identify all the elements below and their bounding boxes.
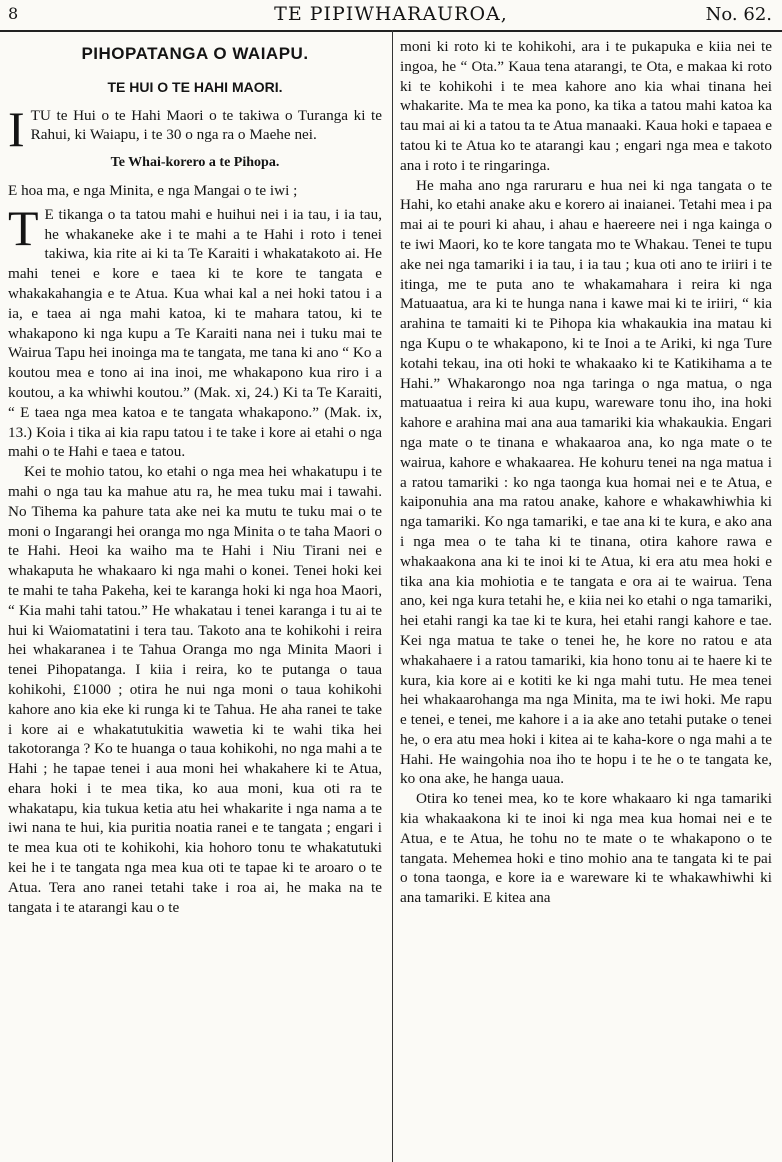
publication-title: TE PIPIWHARAUROA, (274, 3, 508, 25)
article-title: PIHOPATANGA O WAIAPU. (81, 44, 309, 63)
paragraph-1-text: E tikanga o ta tatou mahi e huihui nei i ia tau, i ia tau, he whakaneke ake i te mahi a te Hahi i roto i tenei takiwa, kia rite ai ki ta Te Karaiti i whakatakoto ai. He mahi tenei e kore e taea ki te kore te tangata e whakakahangia e te Atua. Kua whai kal a nei hoki tatou i a ia, e taea ai nga mahi katoa, ki te mahara tatou, ki te whakapono ki nga kupu a Te Karaiti nana nei i tuku mai te Wairua Tapu hei inoinga ma te tangata, me tana ki ano “ Ko a koutou mea e tono ai ina inoi, me whakapono kua riro i a koutou, a ka whiwhi koutou.” (Mak. xi, 24.) Ki ta Te Karaiti, “ E taea nga mea katoa e te tangata whakapono.” (Mak. ix, 13.) Koia i tika ai kia rapu tatou i te take i kore ai etahi o nga mahi o te Hahi e taea e tatou. (8, 205, 382, 461)
left-column (8, 34, 382, 1158)
paragraph-3: He maha ano nga raruraru e hua nei ki nga tangata o te Hahi, ko etahi anake aku e korero ai inaianei. Tetahi mea i pa mai ai te pouri ki ahau, i ahau e haereere nei i nga kainga o te iwi Maori, ko te kore tangata mo te Whakau. Tenei te tupu ake nei nga tamariki i ia tau, i ia tau ; kua oti ano te iriiri i te itinga, me te puta ano te whakamahara i reira ki nga Matuaatua, ara ki te hunga nana i kawe mai ki te iriiri, “ kia arahina te tamaiti ki te Pihopa kia whakaukia ina matau ki nga Kupu o te whakapono, ki te Inoi a te Ariki, ki nga Ture kotahi tekau, ina oti hoki te whakaako ki te Katikihama a te Hahi.” Whakarongo noa nga taringa o nga matua, o nga matuaatua i reira ki aua kupu, wareware tonu iho, ina hoki kahore e arahina mai ana aua tamariki kia whakaukia. Engari nga mate o te tinana e whakaaroa ana, ko nga mate o te wairua, kahore e whakaarea. He kohuru tenei na nga matua i a ratou tamariki : ko nga taonga kua homai nei e te Atua, e kaiponuhia ana ma ratou anake, kahore e whakawhiwhia ki nga tamariki. Ko nga tamariki, e tae ana ki te kura, e ako ana i nga mea o te taha ki te tinana, otira kahore rawa e whakaakona ana ki te inoi ki te Atua, ki era atu mea hoki e tika ana kia mohiotia e te tangata e ora ai te wairua. Tena ano, kei nga kura tetahi he, e kiia nei ko etahi o nga tamariki, hei etahi rangi ka tae ki te kura, hei etahi rangi kahore e tae. Kei nga matua te take o tenei he, he kore no ratou e ata whakahaere i a ratou tamariki, kia hono tonu ai te haere ki te kura, kia kore ai e kotiti ke ki nga mahi tutu. He mea tenei hei whakaarohanga ma nga Minita, ma te iwi hoki. Me rapu e tenei, e tenei, me kahore i a ia ake ano tetahi putake o tenei he, o era atu mea hoki i kitea ai te kaha-kore o nga mahi a te Hahi. He waingohia noa iho te hopu i te he o te tangata ke, ko ona ake, he hanga uaua. (400, 176, 772, 788)
paragraph-2: Kei te mohio tatou, ko etahi o nga mea hei whakatupu i te mahi o nga tau ka mahue atu ra, he mea tuku mai i tawahi. No Tihema ka pahure tata ake nei ka mutu te tuku mai o te moni o Ingarangi hei oranga mo nga Minita o te taha Maori o te Hahi. Heoi ka waiho ma te Hahi i Niu Tirani nei e whakaputa he whakaaro ki nga mahi o konei. Tenei hoki kei te mahi te taha Pakeha, kei te karanga hoki ki nga hoa Maori, “ Kia mahi tahi tatou.” He whakatau i tenei karanga i tu ai te hui ki Waiomatatini i tera tau. Takoto ana te kohikohi i reira hei whakaranea i te Tahua Oranga mo nga Minita Maori i tenei Pihopatanga. I kiia i reira, ko te putanga o taua kohikohi, £1000 ; otira he nui nga moni o taua kohikohi kahore ano kia eke ki runga ki te Tahua. He aha ranei te take i kore ai e whakatutukitia wawetia ki te wahi tika hei takotoranga ? Ko te huanga o taua kohikohi, no nga mahi a te Hahi ; he tapae tenei i aua moni hei whakahere ki te Atua, ehara hoki i te mea tika, ko aua moni, kua oti ra te whakatapu, kia tukua ketia atu hei whakarite i nga nama a te iwi nana te hui, kia puritia noatia ranei e te tangata ; engari i te mea kua oti te kohikohi, kia hohoro tonu te whakatutuki kei he i te tangata nga mea kua oti te tapae ki te aroaro o te Atua. Tera ano ranei tetahi take i roa ai, he maka na te tangata i te atarangi kau o te (8, 463, 382, 916)
paragraph-1-dropcap: T (8, 199, 39, 256)
issue-number: No. 62. (705, 4, 772, 25)
paragraph-1 (8, 199, 382, 462)
salutation: E hoa ma, e nga Minita, e nga Mangai o te iwi ; (8, 181, 298, 199)
intro-dropcap: I (8, 100, 25, 157)
article-subtitle: TE HUI O TE HAHI MAORI. (107, 78, 283, 95)
paragraph-continued: moni ki roto ki te kohikohi, ara i te pukapuka e kiia nei te ingoa, he “ Ota.” Kaua tena atarangi, te Ota, e makaa ki roto ki te kohikohi i te mea kahore ano kia whai tinana hei whakarite. Ma te mea ka pono, ka tika a tatou mahi katoa ka tau mai ai ki a tatou ta te Atua manaaki. Kaua hoki e tapaea e tatou ki te Atua ko te atarangi kau ; engari nga mea e takoto ana i roto i te ringaringa. (400, 38, 772, 174)
speech-heading: Te Whai-korero a te Pihopa. (110, 155, 280, 171)
page-header (0, 0, 782, 32)
right-column (400, 37, 772, 1158)
paragraph-4: Otira ko tenei mea, ko te kore whakaaro ki nga tamariki kia whakaakona ki te inoi ki nga mea kua homai nei e te Atua, e te Atua, he tohu no te mate o te whakapono o te tangata. Mehemea hoki e tino mohio ana te tangata ki te pai o tona taonga, e kore ia e wareware ki te whakawhiwhi ki ana tamariki. E kitea ana (400, 790, 772, 907)
intro-text: TU te Hui o te Hahi Maori o te takiwa o Turanga ki te Rahui, ki Waiapu, i te 30 o nga ra o Maehe nei. (30, 106, 382, 144)
page-number: 8 (8, 4, 19, 23)
column-divider (392, 30, 393, 1162)
intro-paragraph (8, 100, 382, 157)
